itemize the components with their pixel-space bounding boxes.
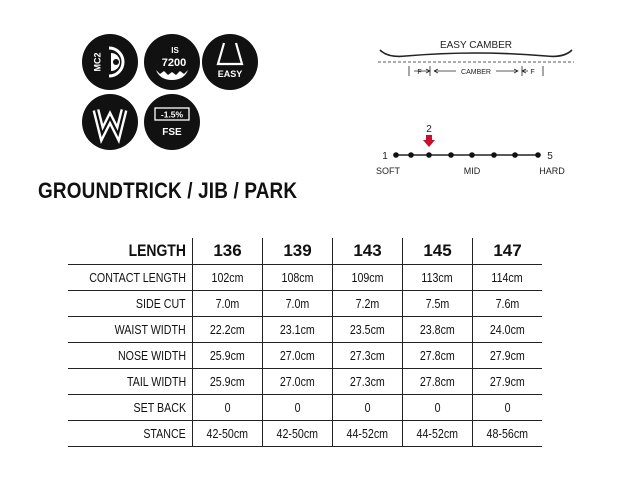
row-label: SIDE CUT: [136, 296, 186, 311]
camber-f-left: F: [417, 69, 422, 76]
row-label: SET BACK: [133, 400, 186, 415]
flex-min-number: 1: [382, 151, 388, 162]
mc2-badge-label: MC2: [92, 52, 103, 72]
table-cell: 27.3cm: [350, 374, 385, 389]
length-col-header: 136: [193, 238, 263, 265]
length-col-header: 145: [403, 238, 473, 265]
table-cell: 25.9cm: [210, 374, 245, 389]
table-cell: 23.5cm: [350, 322, 385, 337]
length-header: LENGTH: [128, 241, 186, 260]
table-cell: 23.1cm: [280, 322, 315, 337]
length-col-header: 143: [333, 238, 403, 265]
easy-camber-badge-icon: [202, 34, 258, 90]
table-cell: 24.0cm: [490, 322, 525, 337]
iso-badge-number: 7200: [161, 57, 187, 69]
mc2-badge-icon: [82, 34, 138, 90]
flex-marker-value: 2: [426, 124, 432, 135]
table-cell: 7.5m: [425, 296, 450, 311]
table-header-row: [68, 238, 542, 265]
fse-badge-value: -1.5%: [160, 109, 184, 120]
row-label: NOSE WIDTH: [117, 348, 186, 363]
table-cell: 27.3cm: [350, 348, 385, 363]
flex-hard-label: HARD: [539, 166, 565, 176]
table-cell: 109cm: [351, 270, 384, 285]
table-cell: 102cm: [211, 270, 244, 285]
table-cell: 22.2cm: [210, 322, 245, 337]
table-cell: 113cm: [421, 270, 454, 285]
flex-marker-arrow-icon: [423, 135, 435, 147]
table-cell: 27.9cm: [490, 374, 525, 389]
table-cell: 25.9cm: [210, 348, 245, 363]
table-cell: 0: [224, 400, 231, 415]
row-label: WAIST WIDTH: [114, 322, 186, 337]
flex-mid-label: MID: [463, 166, 481, 176]
iso-badge-top: IS: [171, 46, 179, 55]
table-cell: 27.0cm: [280, 348, 315, 363]
camber-center-label: CAMBER: [461, 69, 491, 76]
table-cell: 42-50cm: [276, 426, 319, 441]
table-cell: 7.6m: [495, 296, 520, 311]
length-col-header: 147: [473, 238, 543, 265]
row-label: STANCE: [143, 426, 186, 441]
table-cell: 0: [364, 400, 371, 415]
flex-rating-scale: [372, 120, 572, 180]
table-row: [68, 369, 542, 395]
table-cell: 7.0m: [215, 296, 240, 311]
section-title: GROUNDTRICK / JIB / PARK: [38, 178, 298, 203]
easy-badge-label: EASY: [217, 69, 243, 79]
iso-7200-badge-icon: [144, 34, 200, 90]
table-cell: 7.2m: [355, 296, 380, 311]
table-row: [68, 291, 542, 317]
table-cell: 114cm: [491, 270, 524, 285]
table-cell: 23.8cm: [420, 322, 455, 337]
table-cell: 108cm: [281, 270, 314, 285]
camber-title: EASY CAMBER: [439, 40, 513, 51]
table-cell: 48-56cm: [486, 426, 529, 441]
flex-soft-label: SOFT: [376, 166, 400, 176]
camber-f-right: F: [530, 69, 535, 76]
row-label: CONTACT LENGTH: [89, 270, 186, 285]
w-logo-badge-icon: [82, 94, 138, 150]
table-cell: 27.8cm: [420, 348, 455, 363]
table-row: [68, 343, 542, 369]
table-cell: 27.9cm: [490, 348, 525, 363]
camber-profile-diagram: [376, 34, 576, 84]
table-cell: 27.0cm: [280, 374, 315, 389]
fse-badge-label: FSE: [162, 127, 182, 138]
table-row: [68, 421, 542, 447]
table-cell: 42-50cm: [206, 426, 249, 441]
row-label: TAIL WIDTH: [126, 374, 186, 389]
length-col-header: 139: [263, 238, 333, 265]
table-cell: 44-52cm: [416, 426, 459, 441]
fse-badge-icon: [144, 94, 200, 150]
table-cell: 7.0m: [285, 296, 310, 311]
table-cell: 27.8cm: [420, 374, 455, 389]
table-cell: 44-52cm: [346, 426, 389, 441]
spec-table: [68, 238, 542, 447]
table-cell: 0: [294, 400, 301, 415]
table-cell: 0: [434, 400, 441, 415]
flex-max-number: 5: [547, 151, 553, 162]
table-row: [68, 265, 542, 291]
table-row: [68, 395, 542, 421]
table-cell: 0: [504, 400, 511, 415]
table-row: [68, 317, 542, 343]
